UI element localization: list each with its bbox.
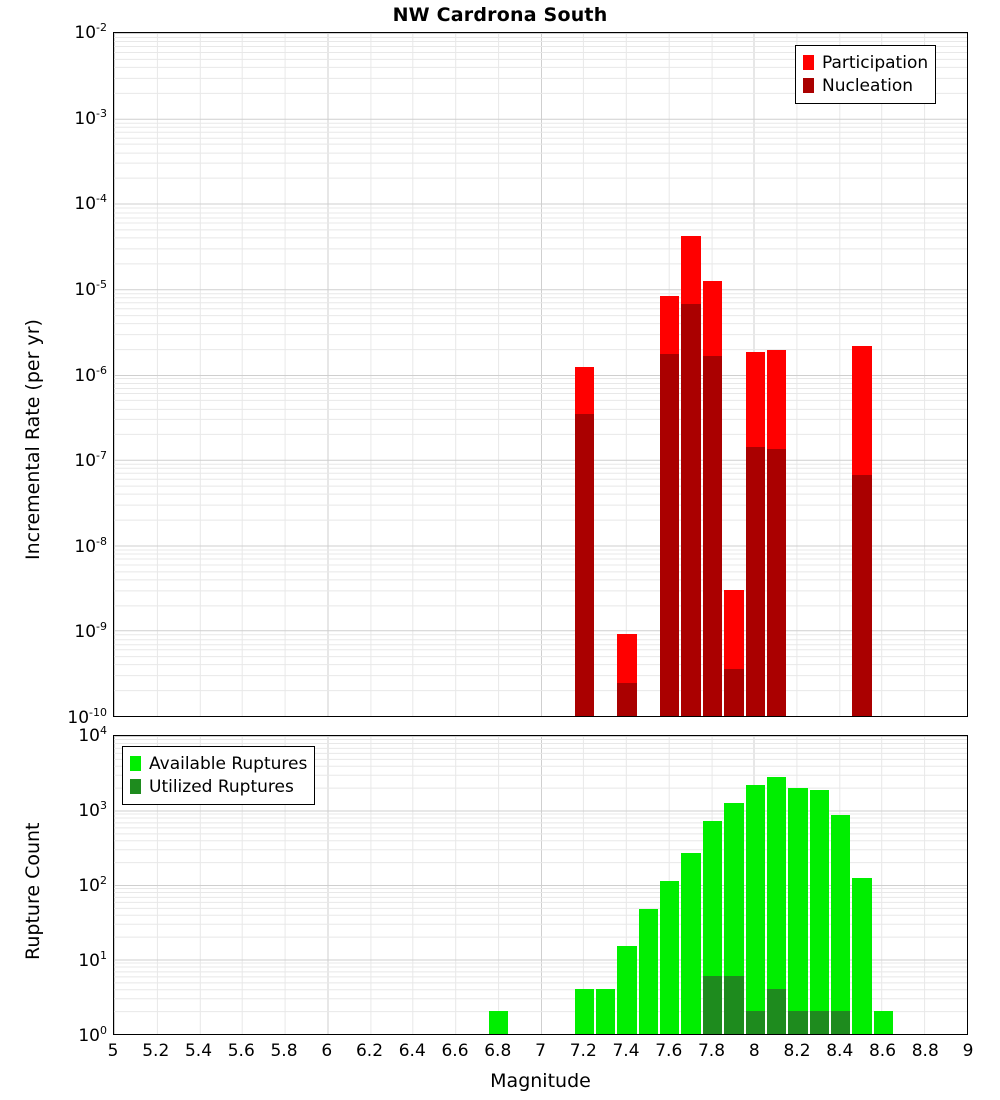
- bar-utilized-ruptures: [724, 976, 743, 1034]
- y-tick-label: $10^{-5}$: [74, 278, 107, 300]
- y-tick-label: $10^{-9}$: [74, 620, 107, 643]
- legend-swatch-icon: [803, 78, 814, 93]
- y-tick-label: $10^{-2}$: [74, 21, 107, 43]
- bar-nucleation: [660, 354, 679, 716]
- bar-nucleation: [746, 447, 765, 716]
- x-tick-label: 8.6: [868, 1041, 897, 1061]
- x-tick-label: 6.8: [484, 1041, 512, 1061]
- x-tick-label: 7.8: [697, 1041, 726, 1061]
- legend-label: Participation: [822, 52, 929, 73]
- x-axis-label: Magnitude: [490, 1070, 591, 1092]
- x-tick-label: 7.4: [612, 1041, 640, 1061]
- bar-available-ruptures: [596, 989, 615, 1034]
- bar-nucleation: [681, 304, 700, 716]
- legend-swatch-icon: [803, 55, 814, 70]
- bar-utilized-ruptures: [767, 989, 786, 1034]
- y-tick-label: $10^{-10}$: [67, 706, 107, 728]
- bar-utilized-ruptures: [746, 1011, 765, 1034]
- legend-top: [795, 45, 936, 104]
- incremental-rate-plot: [113, 32, 968, 717]
- bar-available-ruptures: [874, 1011, 893, 1034]
- bar-nucleation: [724, 669, 743, 716]
- y-tick-label: $10^{-3}$: [74, 106, 107, 129]
- bar-available-ruptures: [788, 788, 807, 1034]
- x-tick-label: 7.2: [569, 1041, 597, 1061]
- bar-nucleation: [703, 356, 722, 716]
- x-tick-label: 6: [321, 1041, 333, 1061]
- legend-bottom: [122, 746, 315, 805]
- x-tick-label: 8.8: [911, 1041, 939, 1061]
- bar-available-ruptures: [681, 853, 700, 1034]
- bar-available-ruptures: [617, 946, 636, 1034]
- bar-available-ruptures: [746, 785, 765, 1034]
- y-tick-label: $10^{-4}$: [74, 192, 107, 215]
- bar-nucleation: [617, 683, 636, 716]
- y-tick-label: $10^3$: [78, 799, 107, 821]
- legend-item-participation: [803, 51, 928, 74]
- x-tick-label: 5.4: [184, 1041, 213, 1061]
- bar-available-ruptures: [810, 790, 829, 1034]
- page-title: NW Cardrona South: [392, 4, 608, 26]
- y-tick-label: $10^{-7}$: [74, 449, 107, 471]
- x-tick-label: 8.4: [826, 1041, 854, 1061]
- bar-utilized-ruptures: [810, 1011, 829, 1034]
- legend-item-available-ruptures: [130, 752, 307, 775]
- legend-item-nucleation: [803, 74, 928, 97]
- y-tick-label: $10^0$: [78, 1024, 107, 1046]
- x-tick-label: 6.4: [398, 1041, 426, 1061]
- legend-label: Nucleation: [822, 75, 914, 96]
- legend-item-utilized-ruptures: [130, 775, 307, 798]
- x-tick-label: 8.2: [783, 1041, 811, 1061]
- y-axis-label-top: Incremental Rate (per yr): [22, 319, 44, 560]
- y-tick-label: $10^4$: [78, 724, 107, 746]
- legend-swatch-icon: [130, 779, 141, 794]
- x-tick-label: 7: [535, 1041, 546, 1061]
- y-axis-label-bottom: Rupture Count: [22, 822, 44, 960]
- bar-available-ruptures: [489, 1011, 508, 1034]
- y-tick-label: $10^2$: [78, 874, 107, 896]
- legend-label: Available Ruptures: [149, 753, 308, 774]
- bar-nucleation: [767, 449, 786, 716]
- bar-nucleation: [852, 475, 871, 716]
- x-tick-label: 5.6: [227, 1041, 255, 1061]
- x-tick-label: 5.8: [270, 1041, 298, 1061]
- bar-available-ruptures: [639, 909, 658, 1034]
- x-tick-label: 7.6: [655, 1041, 683, 1061]
- legend-label: Utilized Ruptures: [149, 776, 294, 797]
- x-tick-label: 6.6: [441, 1041, 469, 1061]
- bar-utilized-ruptures: [703, 976, 722, 1034]
- bar-available-ruptures: [831, 815, 850, 1034]
- bar-available-ruptures: [852, 878, 871, 1034]
- legend-swatch-icon: [130, 756, 141, 771]
- x-tick-label: 5.2: [142, 1041, 170, 1061]
- bar-nucleation: [575, 414, 594, 716]
- x-tick-label: 9: [962, 1041, 974, 1061]
- bar-utilized-ruptures: [831, 1011, 850, 1034]
- bar-available-ruptures: [575, 989, 594, 1034]
- bars-top: [114, 33, 967, 716]
- x-tick-label: 6.2: [355, 1041, 384, 1061]
- y-tick-label: $10^1$: [78, 949, 107, 971]
- x-tick-label: 8: [748, 1041, 760, 1061]
- x-tick-label: 5: [107, 1041, 119, 1061]
- y-tick-label: $10^{-8}$: [74, 534, 107, 557]
- y-tick-label: $10^{-6}$: [74, 363, 107, 386]
- bar-utilized-ruptures: [788, 1011, 807, 1034]
- bar-available-ruptures: [660, 881, 679, 1034]
